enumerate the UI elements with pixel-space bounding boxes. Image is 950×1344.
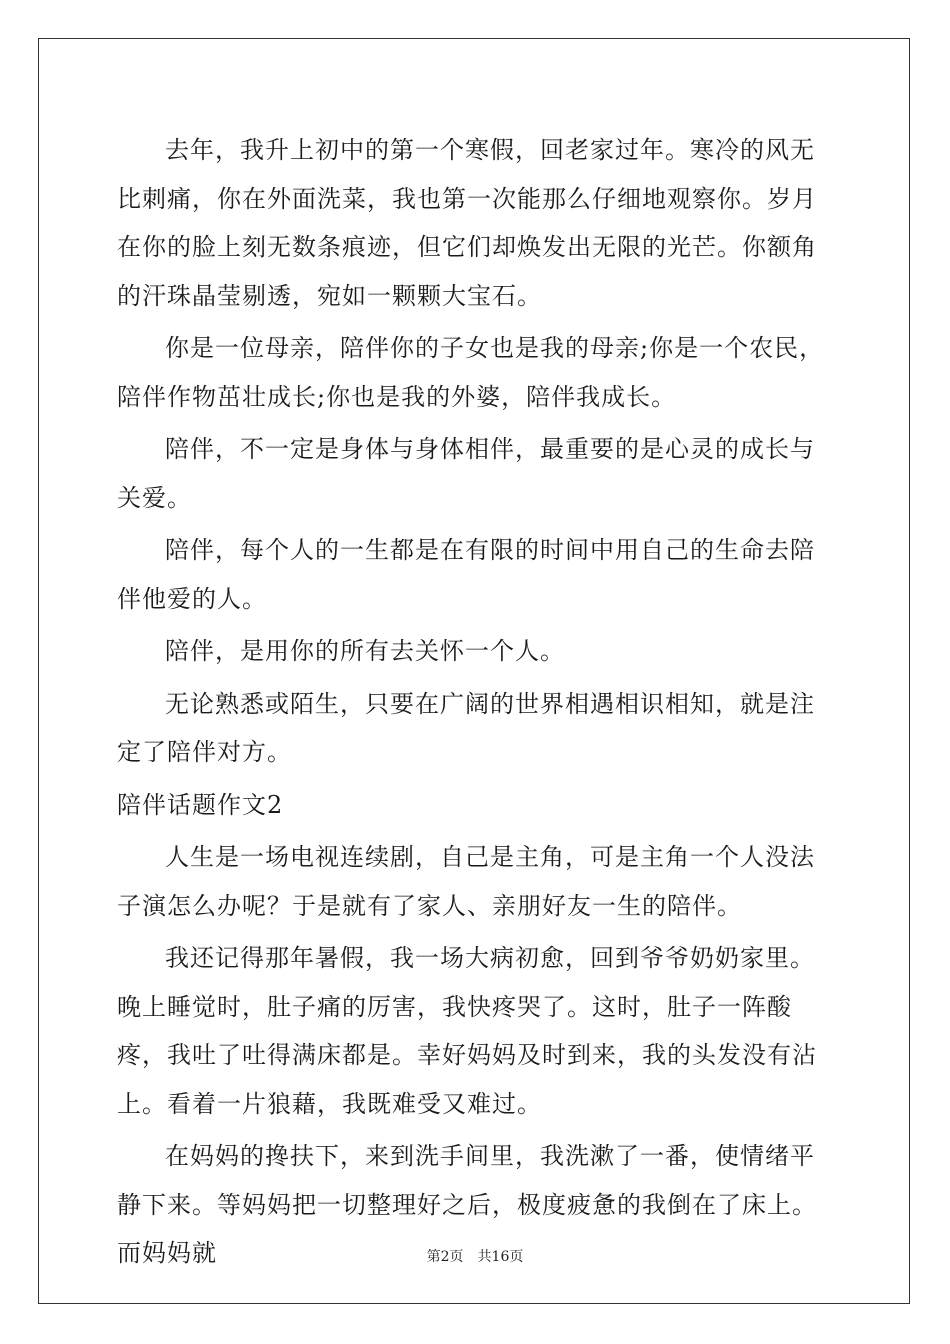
paragraph: 无论熟悉或陌生，只要在广阔的世界相遇相识相知，就是注定了陪伴对方。 [117,689,815,766]
section-heading: 陪伴话题作文2 [117,790,284,819]
page-footer [0,1246,950,1266]
paragraph: 陪伴，每个人的一生都是在有限的时间中用自己的生命去陪伴他爱的人。 [117,536,815,613]
paragraph: 陪伴，是用你的所有去关怀一个人。 [165,637,565,665]
paragraph: 你是一位母亲，陪伴你的子女也是我的母亲;你是一个农民，陪伴作物茁壮成长;你也是我的外婆，陪伴我成长。 [117,334,825,411]
page-total: 共16页 [477,1249,524,1265]
paragraph: 在妈妈的搀扶下，来到洗手间里，我洗漱了一番，使情绪平静下来。等妈妈把一切整理好之后，极度疲惫的我倒在了床上。而妈妈就 [117,1142,817,1267]
paragraph: 我还记得那年暑假，我一场大病初愈，回到爷爷奶奶家里。晚上睡觉时，肚子痛的厉害，我快疼哭了。这时，肚子一阵酸疼，我吐了吐得满床都是。幸好妈妈及时到来，我的头发没有沾上。看着一片狼藉，我既难受又难过。 [117,944,817,1118]
paragraph: 去年，我升上初中的第一个寒假，回老家过年。寒冷的风无比刺痛，你在外面洗菜，我也第一次能那么仔细地观察你。岁月在你的脸上刻无数条痕迹，但它们却焕发出无限的光芒。你额角的汗珠晶莹剔透，宛如一颗颗大宝石。 [117,136,817,310]
document-body [117,126,837,1282]
paragraph: 陪伴，不一定是身体与身体相伴，最重要的是心灵的成长与关爱。 [117,435,815,512]
page-number: 第2页 [426,1249,464,1265]
paragraph: 人生是一场电视连续剧，自己是主角，可是主角一个人没法子演怎么办呢？于是就有了家人、亲朋好友一生的陪伴。 [117,843,815,920]
